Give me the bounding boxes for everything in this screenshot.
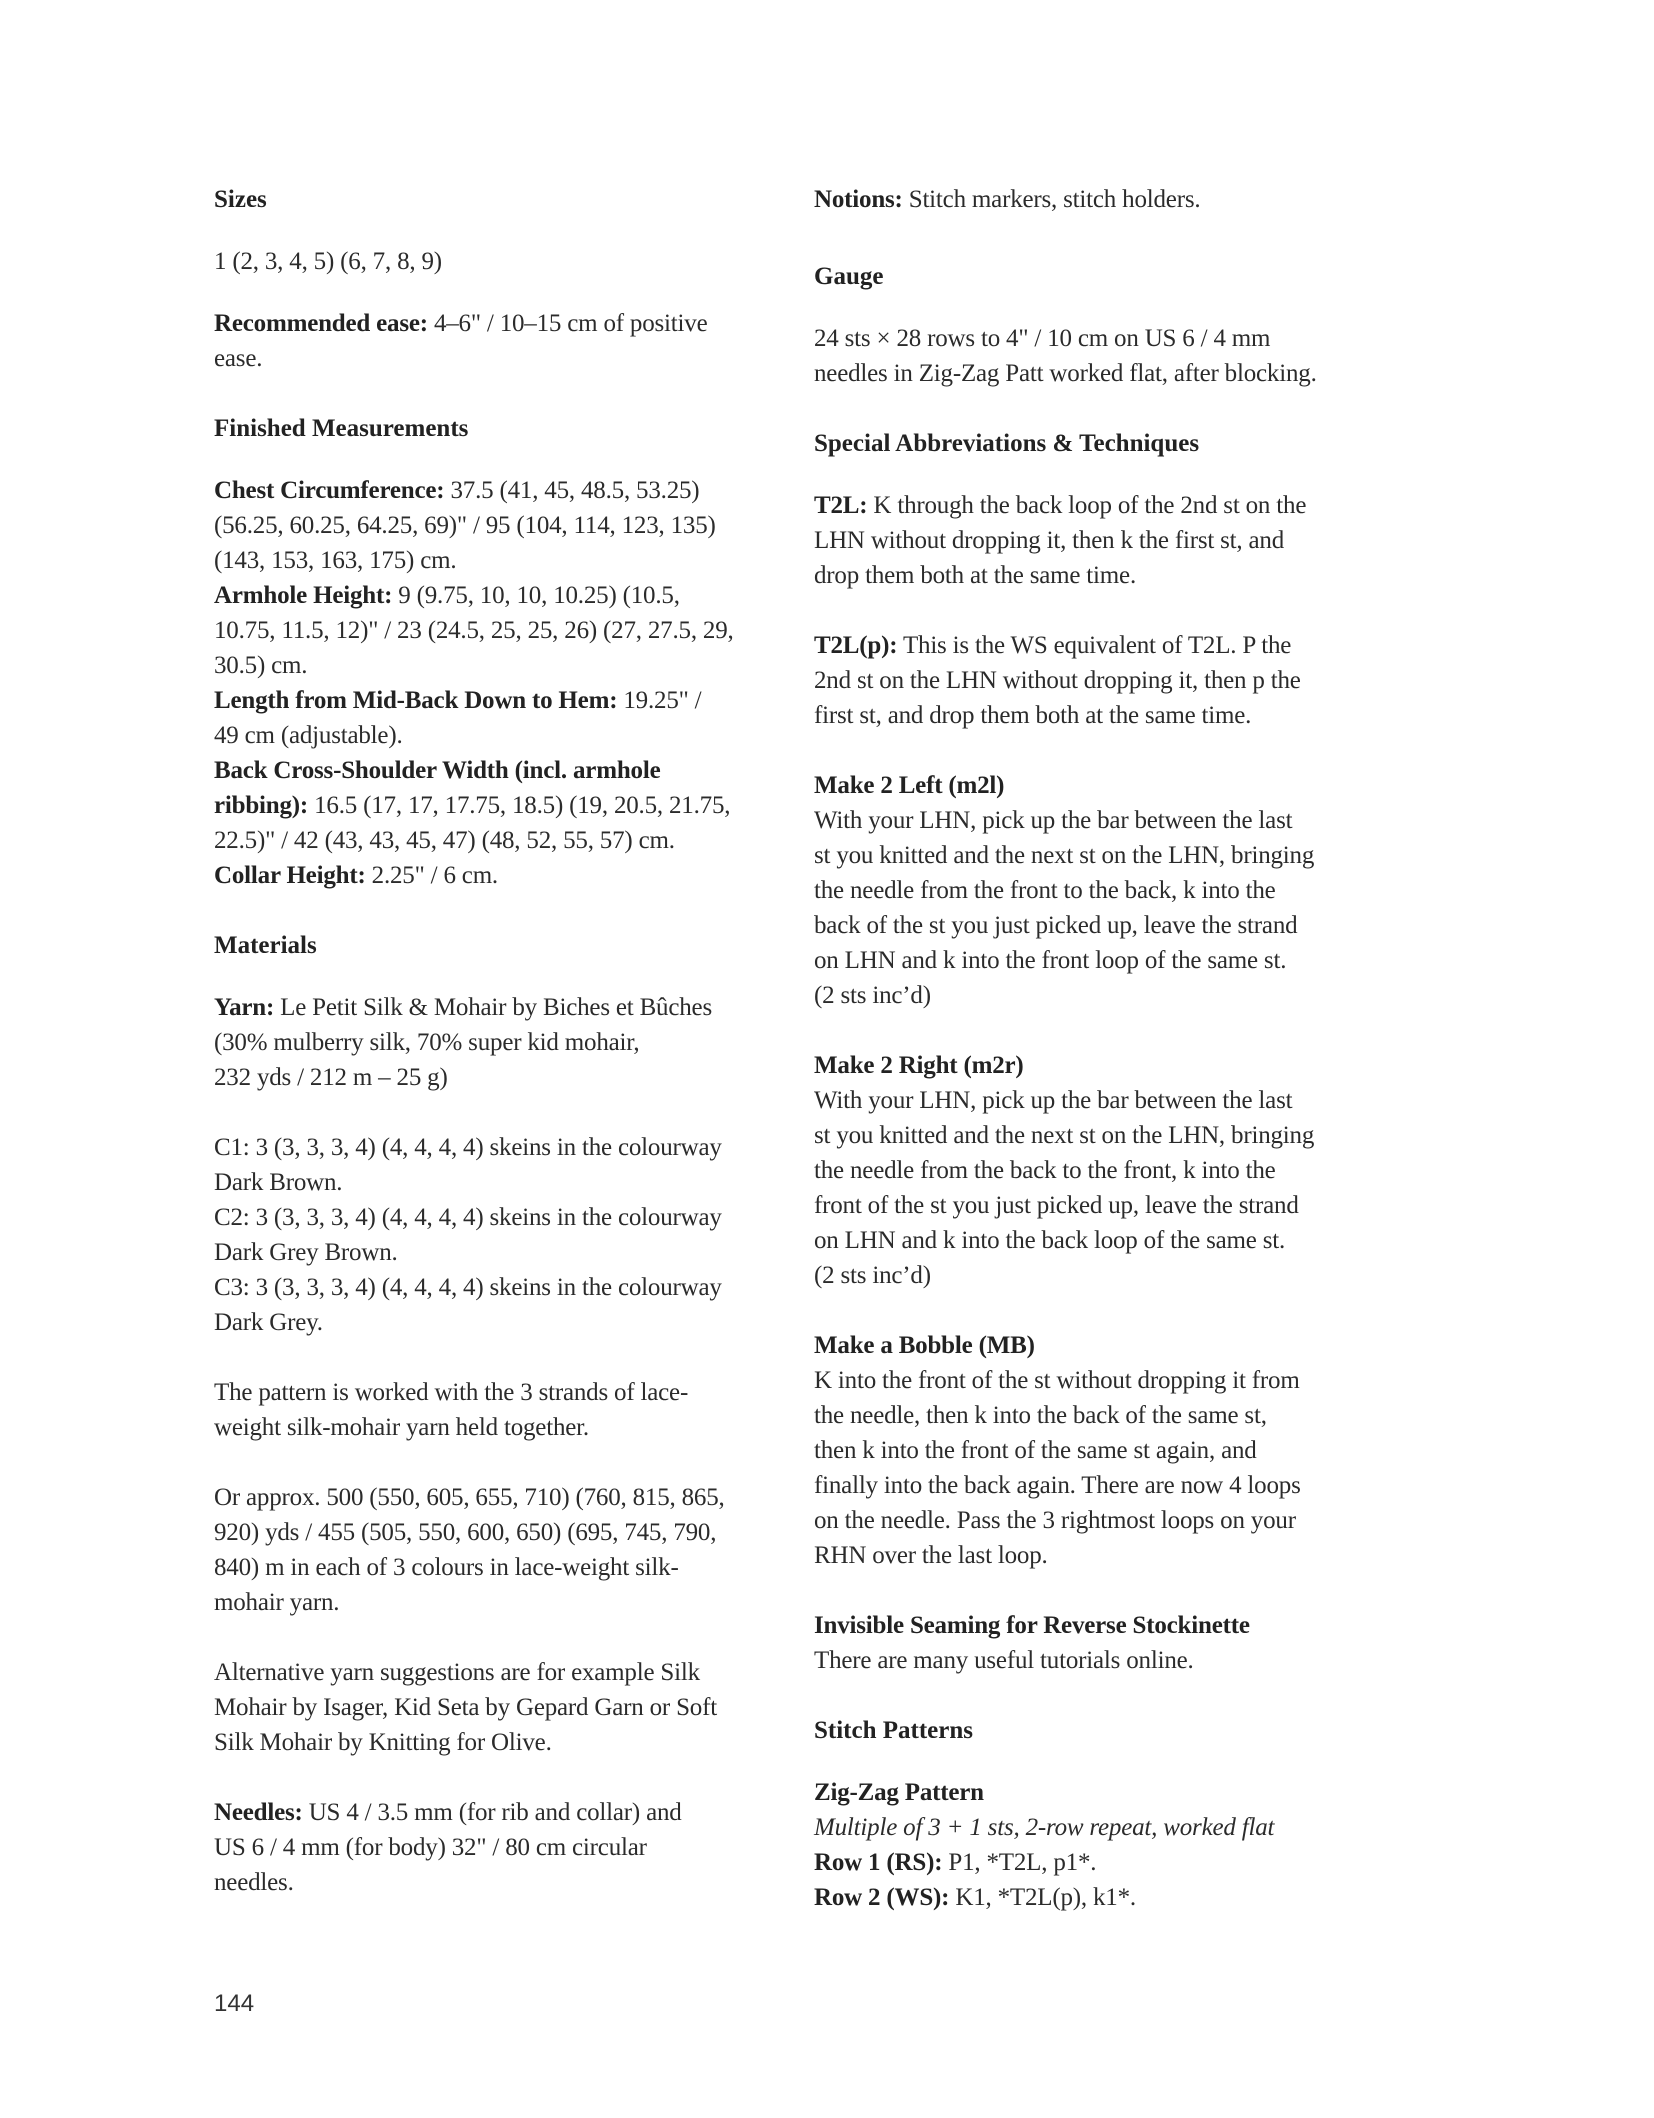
t2lp-paragraph [814, 628, 1414, 733]
c1-text: C1: 3 (3, 3, 3, 4) (4, 4, 4, 4) skeins in the colourway [214, 1134, 722, 1161]
collar-text: 2.25" / 6 cm. [365, 862, 498, 889]
m2l-text-2: st you knitted and the next st on the LHN, bringing [814, 842, 1315, 869]
yarn-text-3: 232 yds / 212 m – 25 g) [214, 1064, 448, 1091]
sizes-value: 1 (2, 3, 4, 5) (6, 7, 8, 9) [214, 248, 442, 275]
m2l-text-5: on LHN and k into the front loop of the same st. [814, 947, 1287, 974]
alt-text-3: Silk Mohair by Knitting for Olive. [214, 1729, 552, 1756]
approx-text-3: 840) m in each of 3 colours in lace-weight silk- [214, 1554, 679, 1581]
bobble-text-3: then k into the front of the same st again, and [814, 1437, 1257, 1464]
colours-paragraph [214, 1130, 794, 1340]
m2r-text: With your LHN, pick up the bar between the last [814, 1087, 1293, 1114]
bobble-paragraph [814, 1328, 1414, 1573]
needles-text-3: needles. [214, 1869, 294, 1896]
materials-heading: Materials [214, 932, 317, 959]
ease-text: 4–6" / 10–15 cm of positive [427, 310, 708, 337]
length-text-2: 49 cm (adjustable). [214, 722, 403, 749]
m2r-text-2: st you knitted and the next st on the LHN, bringing [814, 1122, 1315, 1149]
special-abbreviations-heading: Special Abbreviations & Techniques [814, 430, 1200, 457]
approx-text-4: mohair yarn. [214, 1589, 340, 1616]
alt-text-2: Mohair by Isager, Kid Seta by Gepard Garn or Soft [214, 1694, 717, 1721]
right-column [814, 182, 1414, 1915]
t2lp-text-2: 2nd st on the LHN without dropping it, then p the [814, 667, 1301, 694]
yarn-text-2: (30% mulberry silk, 70% super kid mohair, [214, 1029, 640, 1056]
back-width-text: 16.5 (17, 17, 17.75, 18.5) (19, 20.5, 21.75, [308, 792, 731, 819]
bobble-text-5: on the needle. Pass the 3 rightmost loops on your [814, 1507, 1296, 1534]
back-width-text-2: 22.5)" / 42 (43, 43, 45, 47) (48, 52, 55, 57) cm. [214, 827, 675, 854]
zigzag-paragraph [814, 1775, 1414, 1915]
armhole-text: 9 (9.75, 10, 10, 10.25) (10.5, [392, 582, 680, 609]
chest-text-3: (143, 153, 163, 175) cm. [214, 547, 457, 574]
row1-text: P1, *T2L, p1*. [942, 1849, 1097, 1876]
strands-paragraph [214, 1375, 794, 1445]
chest-text: 37.5 (41, 45, 48.5, 53.25) [444, 477, 700, 504]
yarn-label: Yarn: [214, 994, 275, 1021]
sizes-heading: Sizes [214, 186, 267, 213]
bobble-heading: Make a Bobble (MB) [814, 1332, 1035, 1359]
chest-label: Chest Circumference: [214, 477, 445, 504]
gauge-heading: Gauge [814, 263, 884, 290]
m2l-heading: Make 2 Left (m2l) [814, 772, 1005, 799]
bobble-text-2: the needle, then k into the back of the same st, [814, 1402, 1267, 1429]
m2l-text-4: back of the st you just picked up, leave the strand [814, 912, 1298, 939]
alt-text: Alternative yarn suggestions are for example Silk [214, 1659, 700, 1686]
needles-paragraph [214, 1795, 794, 1900]
row1-label: Row 1 (RS): [814, 1849, 943, 1876]
c3-text-2: Dark Grey. [214, 1309, 323, 1336]
row2-label: Row 2 (WS): [814, 1884, 950, 1911]
page-number: 144 [214, 1990, 255, 2017]
t2l-text: K through the back loop of the 2nd st on the [867, 492, 1307, 519]
t2l-label: T2L: [814, 492, 868, 519]
armhole-text-3: 30.5) cm. [214, 652, 308, 679]
chest-text-2: (56.25, 60.25, 64.25, 69)" / 95 (104, 114, 123, 135) [214, 512, 716, 539]
armhole-label: Armhole Height: [214, 582, 393, 609]
bobble-text-4: finally into the back again. There are now 4 loops [814, 1472, 1301, 1499]
t2l-text-3: drop them both at the same time. [814, 562, 1136, 589]
needles-label: Needles: [214, 1799, 303, 1826]
m2l-text-3: the needle from the front to the back, k into the [814, 877, 1276, 904]
length-label: Length from Mid-Back Down to Hem: [214, 687, 618, 714]
bobble-text: K into the front of the st without dropping it from [814, 1367, 1300, 1394]
c3-text: C3: 3 (3, 3, 3, 4) (4, 4, 4, 4) skeins in the colourway [214, 1274, 722, 1301]
yarn-text: Le Petit Silk & Mohair by Biches et Bûches [274, 994, 712, 1021]
left-column [214, 182, 794, 1900]
armhole-text-2: 10.75, 11.5, 12)" / 23 (24.5, 25, 25, 26) (27, 27.5, 29, [214, 617, 734, 644]
strands-text: The pattern is worked with the 3 strands of lace- [214, 1379, 689, 1406]
t2l-paragraph [814, 488, 1414, 593]
gauge-paragraph [814, 321, 1414, 391]
c2-text: C2: 3 (3, 3, 3, 4) (4, 4, 4, 4) skeins in the colourway [214, 1204, 722, 1231]
m2r-text-3: the needle from the back to the front, k into the [814, 1157, 1276, 1184]
notions-label: Notions: [814, 186, 903, 213]
collar-label: Collar Height: [214, 862, 366, 889]
m2r-text-5: on LHN and k into the back loop of the same st. [814, 1227, 1286, 1254]
stitch-patterns-heading: Stitch Patterns [814, 1717, 973, 1744]
seaming-text: There are many useful tutorials online. [814, 1647, 1194, 1674]
approx-text: Or approx. 500 (550, 605, 655, 710) (760, 815, 865, [214, 1484, 725, 1511]
zigzag-multiple: Multiple of 3 + 1 sts, 2-row repeat, worked flat [814, 1814, 1275, 1841]
t2lp-text-3: first st, and drop them both at the same time. [814, 702, 1252, 729]
approx-paragraph [214, 1480, 794, 1620]
t2lp-text: This is the WS equivalent of T2L. P the [897, 632, 1292, 659]
seaming-paragraph [814, 1608, 1414, 1678]
m2r-heading: Make 2 Right (m2r) [814, 1052, 1024, 1079]
m2r-paragraph [814, 1048, 1414, 1293]
m2l-text-6: (2 sts inc’d) [814, 982, 931, 1009]
zigzag-heading: Zig-Zag Pattern [814, 1779, 984, 1806]
m2l-text: With your LHN, pick up the bar between the last [814, 807, 1293, 834]
gauge-text: 24 sts × 28 rows to 4" / 10 cm on US 6 / 4 mm [814, 325, 1271, 352]
bobble-text-6: RHN over the last loop. [814, 1542, 1048, 1569]
alternative-yarn-paragraph [214, 1655, 794, 1760]
finished-measurements-heading: Finished Measurements [214, 415, 469, 442]
m2r-text-4: front of the st you just picked up, leave the strand [814, 1192, 1299, 1219]
back-width-label: Back Cross-Shoulder Width (incl. armhole [214, 757, 661, 784]
notions-text: Stitch markers, stitch holders. [902, 186, 1201, 213]
t2lp-label: T2L(p): [814, 632, 898, 659]
row2-text: K1, *T2L(p), k1*. [949, 1884, 1136, 1911]
ease-text-2: ease. [214, 345, 263, 372]
measurements-paragraph [214, 473, 794, 893]
needles-text: US 4 / 3.5 mm (for rib and collar) and [302, 1799, 682, 1826]
m2l-paragraph [814, 768, 1414, 1013]
c1-text-2: Dark Brown. [214, 1169, 343, 1196]
ease-label: Recommended ease: [214, 310, 428, 337]
length-text: 19.25" / [617, 687, 702, 714]
strands-text-2: weight silk-mohair yarn held together. [214, 1414, 589, 1441]
t2l-text-2: LHN without dropping it, then k the first st, and [814, 527, 1285, 554]
yarn-paragraph [214, 990, 794, 1095]
notions-paragraph [814, 182, 1414, 217]
c2-text-2: Dark Grey Brown. [214, 1239, 398, 1266]
back-width-label-2: ribbing): [214, 792, 309, 819]
m2r-text-6: (2 sts inc’d) [814, 1262, 931, 1289]
approx-text-2: 920) yds / 455 (505, 550, 600, 650) (695, 745, 790, [214, 1519, 717, 1546]
gauge-text-2: needles in Zig-Zag Patt worked flat, after blocking. [814, 360, 1317, 387]
needles-text-2: US 6 / 4 mm (for body) 32" / 80 cm circular [214, 1834, 647, 1861]
seaming-heading: Invisible Seaming for Reverse Stockinette [814, 1612, 1250, 1639]
ease-paragraph [214, 306, 794, 376]
